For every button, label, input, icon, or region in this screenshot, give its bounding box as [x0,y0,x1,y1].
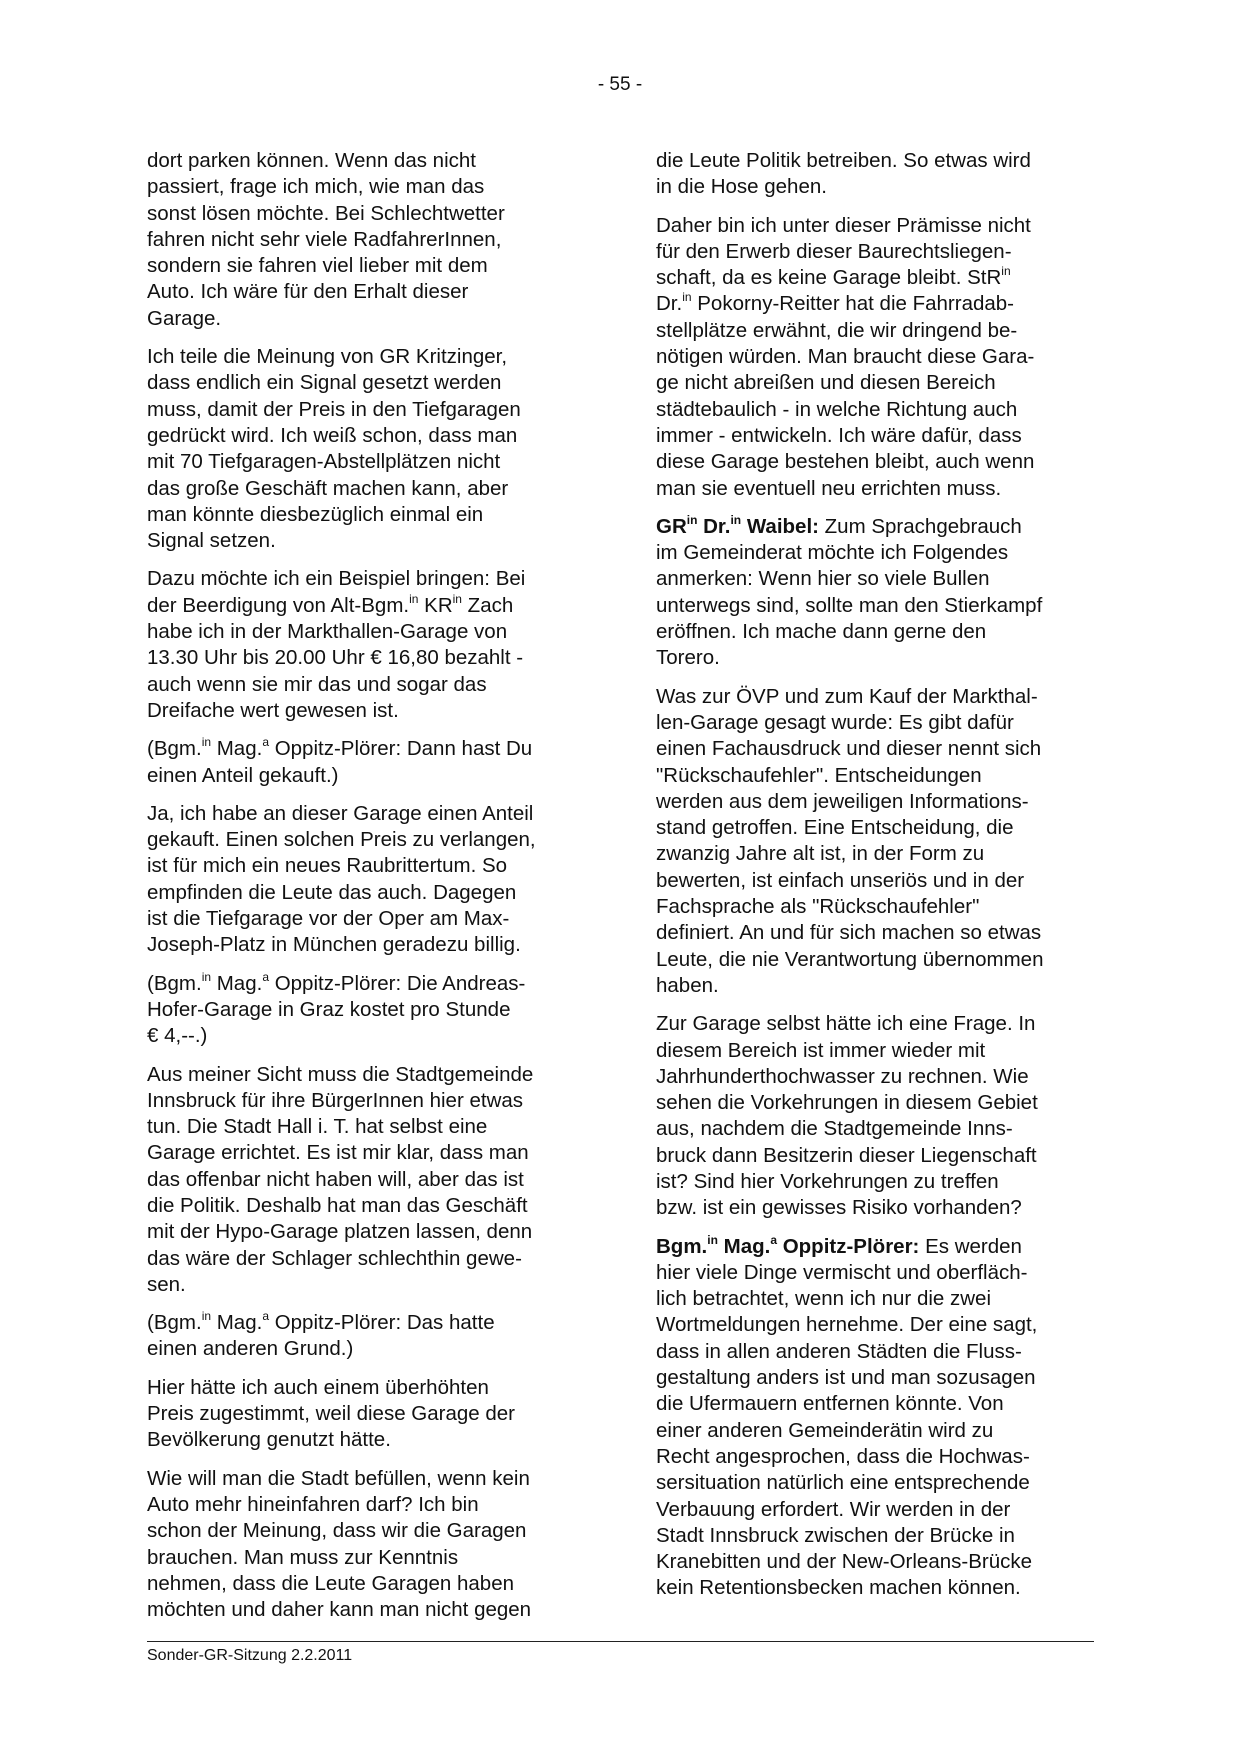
footer-session-label: Sonder-GR-Sitzung 2.2.2011 [147,1647,353,1664]
paragraph: Hier hätte ich auch einem überhöhten Preis zugestimmt, weil diese Garage der Bevölkerung genutzt hätte. [147,1375,516,1452]
speaker-paragraph-oppitz-ploerer: Bgm.$^{in}$ Mag.$^a$ Oppitz-Plörer: Es werden hier viele Dinge vermischt und oberfläch- lich betrachtet, wenn ich nur die zwei Wortmeldungen hernehme. Der eine sagt, dass in allen anderen Städten die Fluss- gestaltung anders ist und man sozusagen die Ufermauern entfernen könnte. Von einer anderen Gemeinderätin wird zu Recht angesprochen, dass die Hochwas- sersituation natürlich eine entsprechende Verbauung erfordert. Wir werden in der Stadt Innsbruck zwischen der Brücke in Kranebitten und der New-Orleans-Brücke kein Retentionsbecken machen können. [656,1232,1038,1600]
paragraph: Aus meiner Sicht muss die Stadtgemeinde Innsbruck für ihre BürgerInnen hier etwas tun. Die Stadt Hall i. T. hat selbst eine Garage errichtet. Es ist mir klar, dass man das offenbar nicht haben will, aber das ist die Politik. Deshalb hat man das Geschäft mit der Hypo-Garage platzen lassen, denn das wäre der Schlager schlechthin gewe- sen. [147,1062,534,1296]
paragraph: Ja, ich habe an dieser Garage einen Anteil gekauft. Einen solchen Preis zu verlangen, ist für mich ein neues Raubrittertum. So empfinden die Leute das auch. Dagegen ist die Tiefgarage vor der Oper am Max- Joseph-Platz in München geradezu billig. [147,801,536,957]
interjection: (Bgm.$^{in}$ Mag.$^a$ Oppitz-Plörer: Die Andreas- Hofer-Garage in Graz kostet pro Stunde € 4,--.) [147,969,526,1048]
paragraph: Was zur ÖVP und zum Kauf der Markthal- len-Garage gesagt wurde: Es gibt dafür einen Fachausdruck und dieser nennt sich "Rückschaufehler". Entscheidungen werden aus dem jeweiligen Informations- stand getroffen. Eine Entscheidung, die zwanzig Jahre alt ist, in der Form zu bewerten, ist einfach unseriös und in der Fachsprache als "Rückschaufehler" definiert. An und für sich machen so etwas Leute, die nie Verantwortung übernommen haben. [656,684,1044,997]
page-number: - 55 - [597,74,643,95]
paragraph: die Leute Politik betreiben. So etwas wird in die Hose gehen. [656,149,1031,199]
right-column [656,148,1092,1614]
speaker-paragraph-waibel: $GR^{in}$ Dr.$^{in}$ Waibel: Zum Sprachgebrauch im Gemeinderat möchte ich Folgendes anmerken: Wenn hier so viele Bullen unterwegs sind, sollte man den Stierkampf eröffnen. Ich mache dann gerne den Torero. [656,512,1043,670]
footer-divider [147,1641,1094,1642]
paragraph: Daher bin ich unter dieser Prämisse nicht für den Erwerb dieser Baurechtsliegen- schaft, da es keine Garage bleibt. StR$^{in}$ Dr.$^{in}$ Pokorny-Reitter hat die Fahrradab- stellplätze erwähnt, die wir dringend be- nötigen würden. Man braucht diese Gara- ge nicht abreißen und diesen Bereich städtebaulich - in welche Richtung auch immer - entwickeln. Ich wäre dafür, dass diese Garage bestehen bleibt, auch wenn man sie eventuell neu errichten muss. [656,213,1035,500]
interjection: (Bgm.$^{in}$ Mag.$^a$ Oppitz-Plörer: Das hatte einen anderen Grund.) [147,1309,495,1361]
interjection: (Bgm.$^{in}$ Mag.$^a$ Oppitz-Plörer: Dann hast Du einen Anteil gekauft.) [147,735,533,787]
paragraph: Zur Garage selbst hätte ich eine Frage. In diesem Bereich ist immer wieder mit Jahrhunderthochwasser zu rechnen. Wie sehen die Vorkehrungen in diesem Gebiet aus, nachdem die Stadtgemeinde Inns- bruck dann Besitzerin dieser Liegenschaft ist? Sind hier Vorkehrungen zu treffen bzw. ist ein gewisses Risiko vorhanden? [656,1012,1038,1220]
paragraph: Wie will man die Stadt befüllen, wenn kein Auto mehr hineinfahren darf? Ich bin schon der Meinung, dass wir die Garagen brauchen. Man muss zur Kenntnis nehmen, dass die Leute Garagen haben möchten und daher kann man nicht gegen [147,1466,532,1622]
left-column [147,148,583,1635]
paragraph: Dazu möchte ich ein Beispiel bringen: Bei der Beerdigung von Alt-Bgm.$^{in}$ $KR^{in}$ Zach habe ich in der Markthallen-Garage von 13.30 Uhr bis 20.00 Uhr € 16,80 bezahlt - auch wenn sie mir das und sogar das Dreifache wert gewesen ist. [147,567,526,722]
paragraph: Ich teile die Meinung von GR Kritzinger, dass endlich ein Signal gesetzt werden muss, damit der Preis in den Tiefgaragen gedrückt wird. Ich weiß schon, dass man mit 70 Tiefgaragen-Abstellplätzen nicht das große Geschäft machen kann, aber man könnte diesbezüglich einmal ein Signal setzen. [147,345,521,553]
paragraph: dort parken können. Wenn das nicht passiert, frage ich mich, wie man das sonst lösen möchte. Bei Schlechtwetter fahren nicht sehr viele RadfahrerInnen, sondern sie fahren viel lieber mit dem Auto. Ich wäre für den Erhalt dieser Garage. [147,149,505,330]
